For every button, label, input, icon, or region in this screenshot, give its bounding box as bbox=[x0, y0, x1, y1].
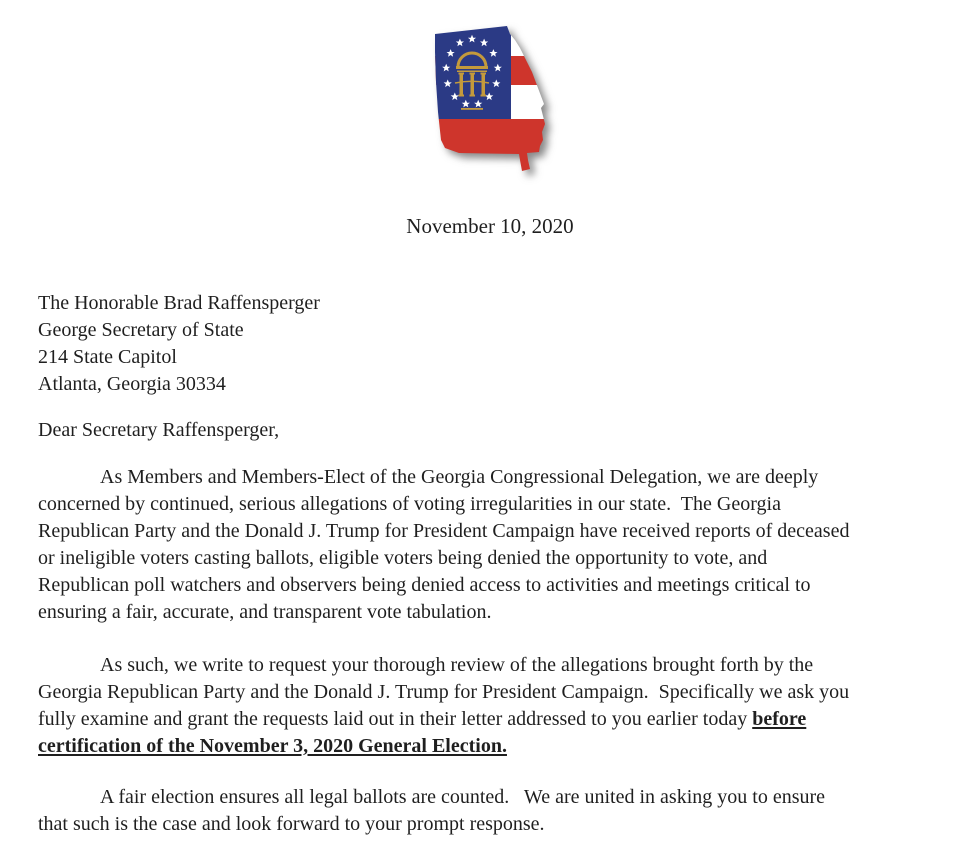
recipient-address-line-1: 214 State Capitol bbox=[38, 346, 177, 368]
paragraph-1 bbox=[38, 464, 980, 626]
georgia-state-flag-icon bbox=[425, 22, 555, 173]
before-certification-emphasis: before bbox=[752, 708, 807, 730]
recipient-address-line-2: Atlanta, Georgia 30334 bbox=[38, 373, 226, 395]
salutation: Dear Secretary Raffensperger, bbox=[38, 419, 280, 441]
paragraph-2-line-3 bbox=[38, 706, 980, 733]
paragraph-3-line-1: A fair election ensures all legal ballots are counted. We are united in asking you to ensure bbox=[100, 786, 826, 808]
paragraph-1-line-6: ensuring a fair, accurate, and transparent vote tabulation. bbox=[38, 601, 492, 623]
paragraph-1-line-3: Republican Party and the Donald J. Trump for President Campaign have received reports of deceased bbox=[38, 520, 850, 542]
paragraph-2-line-3-text: fully examine and grant the requests laid out in their letter addressed to you earlier today bbox=[38, 708, 753, 730]
paragraph-2-line-4 bbox=[38, 733, 980, 760]
recipient-address bbox=[38, 290, 980, 398]
recipient-name: The Honorable Brad Raffensperger bbox=[38, 292, 320, 314]
paragraph-2-line-1: As such, we write to request your thorough review of the allegations brought forth by the bbox=[100, 654, 814, 676]
paragraph-1-line-4: or ineligible voters casting ballots, eligible voters being denied the opportunity to vote, and bbox=[38, 547, 768, 569]
paragraph-2-line-2: Georgia Republican Party and the Donald J. Trump for President Campaign. Specifically we ask you bbox=[38, 681, 850, 703]
paragraph-1-line-2: concerned by continued, serious allegations of voting irregularities in our state. The Georgia bbox=[38, 493, 781, 515]
paragraph-2 bbox=[38, 652, 980, 760]
recipient-title: George Secretary of State bbox=[38, 319, 244, 341]
georgia-flag-logo bbox=[425, 22, 555, 173]
paragraph-1-line-5: Republican poll watchers and observers being denied access to activities and meetings critical to bbox=[38, 574, 811, 596]
letter-date: November 10, 2020 bbox=[406, 214, 574, 238]
paragraph-1-line-1: As Members and Members-Elect of the Georgia Congressional Delegation, we are deeply bbox=[100, 466, 819, 488]
paragraph-3-line-2: that such is the case and look forward to your prompt response. bbox=[38, 813, 545, 835]
certification-deadline-emphasis: certification of the November 3, 2020 General Election. bbox=[38, 735, 507, 757]
paragraph-3 bbox=[38, 784, 980, 838]
flag-bottom-red-band bbox=[425, 119, 555, 173]
